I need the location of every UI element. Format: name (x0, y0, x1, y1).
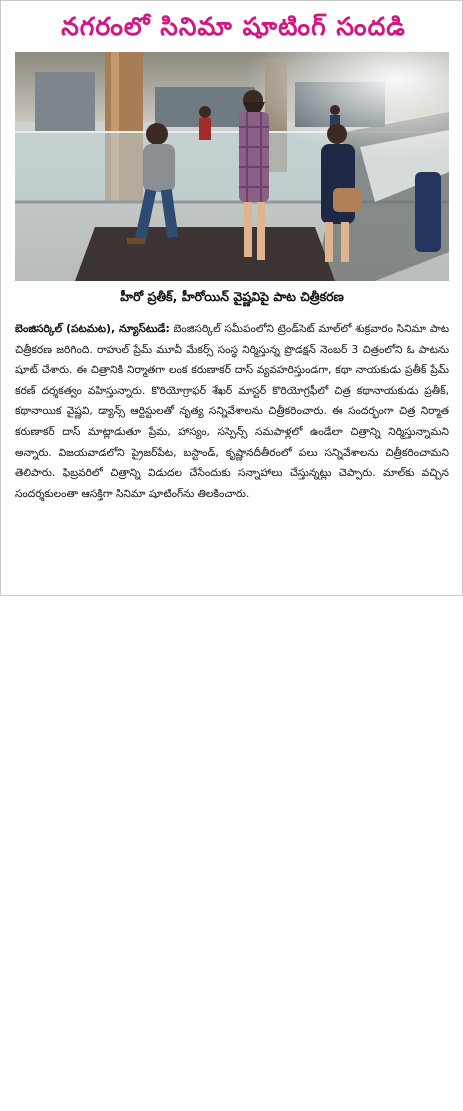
article-photo (15, 52, 449, 281)
article-body (15, 319, 449, 504)
photo-caption: హీరో ప్రతీక్, హీరోయిన్ వైష్ణవిపై పాట చిత్రీకరణ (120, 289, 344, 304)
article-body-text: బెంజిసర్కిల్ సమీపంలోని ట్రెండ్‌సెట్ మాల్‌లో శుక్రవారం సినిమా పాట చిత్రీకరణ జరిగింది. రాహుల్ ప్రేమ్ మూవీ మేకర్స్ సంస్థ నిర్మిస్తున్న ప్రొడక్షన్ నెంబర్ 3 చిత్రంలోని ఓ పాటను షూట్ చేశారు. ఈ చిత్రానికి నిర్మాతగా లంక కరుణాకర్ దాస్ వ్యవహరిస్తుండగా, కథా నాయకుడు ప్రతీక్ ప్రేమ్ కరణ్ దర్శకత్వం వహిస్తున్నారు. కొరియోగ్రాఫర్ శేఖర్ మాస్టర్ కొరియోగ్రఫీలో చిత్ర కథానాయకుడు ప్రతీక్, కథానాయిక వైష్ణవి, డ్యాన్స్ ఆర్టిస్టులతో నృత్య సన్నివేశాలను చిత్రీకరించారు. ఈ సందర్భంగా చిత్ర నిర్మాత కరుణాకర్ దాస్ మాట్లాడుతూ ప్రేమ, హాస్యం, సస్పెన్స్ సమపాళ్లలో ఉండేలా చిత్రాన్ని నిర్మిస్తున్నామని అన్నారు. విజయవాడలోని ప్రైజర్‌పేట, బస్టాండ్, కృష్ణానదీతీరంలో పలు సన్నివేశాలను చిత్రీకరించామని తెలిపారు. ఫిబ్రవరిలో చిత్రాన్ని విడుదల చేసేందుకు సన్నాహాలు చేస్తున్నట్లు చెప్పారు. మాల్‌కు వచ్చిన సందర్శకులంతా ఆసక్తిగా సినిమా షూటింగ్‌ను తిలకించారు. (15, 323, 450, 500)
article-dateline: బెంజిసర్కిల్ (పటమట), న్యూస్‌టుడే: (15, 323, 170, 335)
article-headline: నగరంలో సినిమా షూటింగ్ సందడి (61, 12, 406, 41)
mall-shooting-photo (15, 52, 449, 281)
